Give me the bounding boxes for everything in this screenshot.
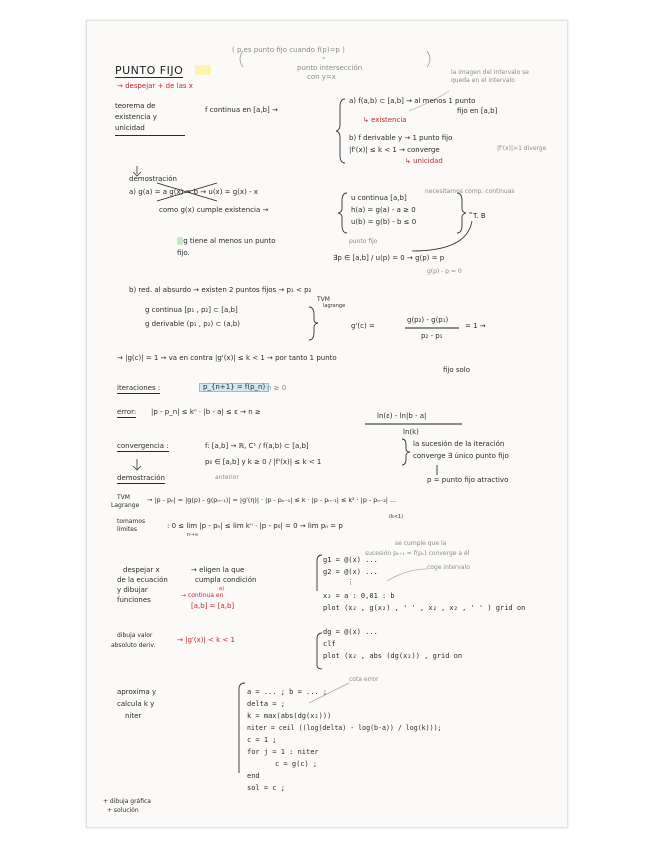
proof-a-sys3: u(b) = g(b) - b ≤ 0 (351, 218, 417, 226)
code-c1: a = ... ; b = ... ; (247, 688, 328, 696)
ink-strokes (87, 21, 567, 827)
conv-lim-label2: límites (117, 526, 138, 533)
code-desp1: despejar x (123, 566, 160, 574)
code-dib-arrow: → |g'(x)| < k < 1 (177, 636, 235, 644)
theorem-label: teorema de existencia y unicidad (115, 101, 185, 136)
proof-b-line1: b) red. al absurdo → existen 2 puntos fijos → p₁ < p₂ (129, 286, 312, 294)
proof-a-sys2: h(a) = g(a) - a ≥ 0 (351, 206, 416, 214)
iter-rest: n ≥ 0 (267, 384, 287, 392)
code-desp2: de la ecuación (117, 576, 168, 584)
code-desp3: y dibujar (117, 586, 148, 594)
demo-label: demostración (129, 175, 177, 183)
conv-lim-line: : 0 ≤ lim |p - pₙ| ≤ lim kⁿ · |p - p₀| = 0 → lim pₙ = p (167, 522, 343, 530)
proof-b-frac-den: p₂ - p₁ (421, 332, 443, 340)
proof-a-gray-pf: punto fijo (349, 238, 378, 245)
code-dg: dg = @(x) ... (323, 628, 378, 636)
proof-a-line2: como g(x) cumple existencia → (159, 206, 269, 214)
proof-b-tvm2: lagrange (323, 303, 346, 309)
code-c6: for j = 1 : niter (247, 748, 319, 756)
proof-a-claim: g tiene al menos un punto fijo. (177, 237, 276, 257)
proof-b-frac-rhs: = 1 → (465, 322, 486, 330)
conv-sentence2: sucesión pₙ₊₁ = f(pₙ) converge a él (365, 550, 470, 557)
notebook-page (86, 20, 568, 828)
code-aprox1: aproxima y (117, 688, 157, 696)
conv-sentence: se cumple que la (395, 540, 447, 547)
code-cont2: [a,b] = [a,b] (191, 602, 235, 610)
conv-l2: p₀ ∈ [a,b] y k ≥ 0 / |f'(x)| ≤ k < 1 (205, 458, 322, 466)
proof-b-line2: g continua [p₁ , p₂] ⊂ [a,b] (145, 306, 238, 314)
conv-l1: f: [a,b] → ℝ, C¹ / f(a,b) ⊂ [a,b] (205, 442, 309, 450)
conv-anterior: anterior (215, 474, 239, 481)
code-c7: c = g(c) ; (275, 760, 318, 768)
code-c2: delta = ; (247, 700, 285, 708)
conv-tvm2: Lagrange (111, 502, 140, 509)
conv-lim-label: tomamos (117, 518, 146, 525)
proof-a-gray-gp: g(p) - p = 0 (427, 268, 462, 275)
err-num: ln(ε) - ln|b - a| (377, 412, 427, 420)
code-eleg2: cumpla condición (195, 576, 257, 584)
code-bottom2: + solución (107, 807, 139, 814)
proof-b-frac-lhs: g'(c) = (351, 322, 375, 330)
code-gray-err: cota error (349, 676, 379, 683)
theorem-diverge-note: |f'(x)|>1 diverge (497, 145, 547, 152)
conv-tvm-line: → |p - pₙ| = |g(p) - g(pₙ₋₁)| = |g'(η)| · |p - pₙ₋₁| ≤ k · |p - pₙ₋₁| ≤ k² · |p - pₙ₋₂| ... (147, 496, 397, 504)
code-c9: sol = c ; (247, 784, 285, 792)
code-c3: k = max(abs(dg(x₂))) (247, 712, 332, 720)
proof-a-line1: a) g(a) = a g(x) = b → u(x) = g(x) - x (129, 188, 258, 196)
proof-a-tb: T. B (473, 212, 486, 220)
theorem-uniqueness: ↳ unicidad (405, 157, 443, 165)
proof-a-sys1: u continua [a,b] (351, 194, 407, 202)
code-c4: niter = ceil ((log(delta) - log(b-a)) / log(k))); (247, 724, 442, 732)
code-plot: plot (x₂ , g(x₂) , ' ' , x₂ , x₂ , ' ' ) grid on (323, 604, 526, 612)
conv-attr: p = punto fijo atractivo (427, 476, 509, 484)
proof-b-frac-num: g(p₂) - g(p₁) (407, 316, 449, 324)
code-g1: g1 = @(x) ... (323, 556, 378, 564)
err-label: error: (117, 408, 137, 416)
page-title: PUNTO FIJO (115, 64, 184, 77)
fixed-point-definition: ( p es punto fijo cuando f(p)=p ) (232, 46, 345, 54)
code-dib1: dibuja valor (117, 632, 153, 639)
page-subtitle: → despejar + de las x (117, 82, 193, 90)
code-bottom1: + dibuja gráfica (103, 798, 151, 805)
iter-label: iteraciones : (117, 384, 161, 392)
conv-klt: (k<1) (389, 514, 404, 520)
code-cont-sup: a) (219, 586, 225, 592)
code-plot2: plot (x₂ , abs (dg(x₂)) , grid on (323, 652, 463, 660)
proof-a-exists: ∃p ∈ [a,b] / u(p) = 0 → g(p) = p (333, 254, 445, 262)
err-formula: |p - p_n| ≤ kⁿ · |b - a| ≤ ε → n ≥ (151, 408, 261, 416)
theorem-b: b) f derivable y → 1 punto fijo (349, 134, 453, 142)
theorem-note: la imagen del intervalo se queda en el intervalo (451, 69, 529, 84)
proof-b-tvm: TVM (317, 296, 330, 303)
code-dots: ⋮ (347, 578, 354, 586)
proof-b-line4: → |g(c)| = 1 → va en contra |g'(x)| ≤ k < 1 → por tanto 1 punto (117, 354, 337, 362)
code-c5: c = 1 ; (247, 736, 277, 744)
err-den: ln(k) (403, 428, 419, 436)
theorem-a: a) f(a,b) ⊂ [a,b] → al menos 1 punto (349, 97, 476, 105)
title-highlight (195, 65, 211, 75)
def-intersection: punto intersección (297, 64, 363, 72)
proof-b-line3: g derivable (p₁ , p₂) ⊂ (a,b) (145, 320, 240, 328)
theorem-condition: f continua en [a,b] → (205, 106, 278, 114)
theorem-a-cont: fijo en [a,b] (457, 107, 498, 115)
code-c8: end (247, 772, 260, 780)
code-aprox3: niter (125, 712, 142, 720)
def-line: con y=x (307, 73, 336, 81)
code-cont: → continua en (181, 592, 224, 599)
conv-demo: demostración (117, 474, 165, 482)
code-gray-intv: coge intervalo (427, 564, 470, 571)
theorem-existence: ↳ existencia (363, 116, 407, 124)
code-desp4: funciones (117, 596, 151, 604)
conv-tvm: TVM (117, 494, 130, 501)
proof-b-line4b: fijo solo (443, 366, 471, 374)
code-dib2: absoluto deriv. (111, 642, 156, 649)
iter-formula: p_{n+1} = f(p_n) (199, 383, 269, 392)
conv-label: convergencia : (117, 442, 169, 450)
proof-a-gray: necesitamos comp. continuas (425, 188, 515, 195)
def-ditto: " (322, 56, 326, 64)
conv-l1-r: la sucesión de la iteración (413, 440, 505, 448)
conv-lim-sub: n→∞ (187, 532, 199, 538)
code-clf: clf (323, 640, 336, 648)
code-aprox2: calcula k y (117, 700, 155, 708)
conv-l2-r: converge ∃ único punto fijo (413, 452, 509, 460)
code-x2: x₂ = a : 0,01 : b (323, 592, 395, 600)
code-eleg1: → eligen la que (191, 566, 245, 574)
theorem-b-cont: |f'(x)| ≤ k < 1 → converge (349, 146, 440, 154)
code-g2: g2 = @(x) ... (323, 568, 378, 576)
